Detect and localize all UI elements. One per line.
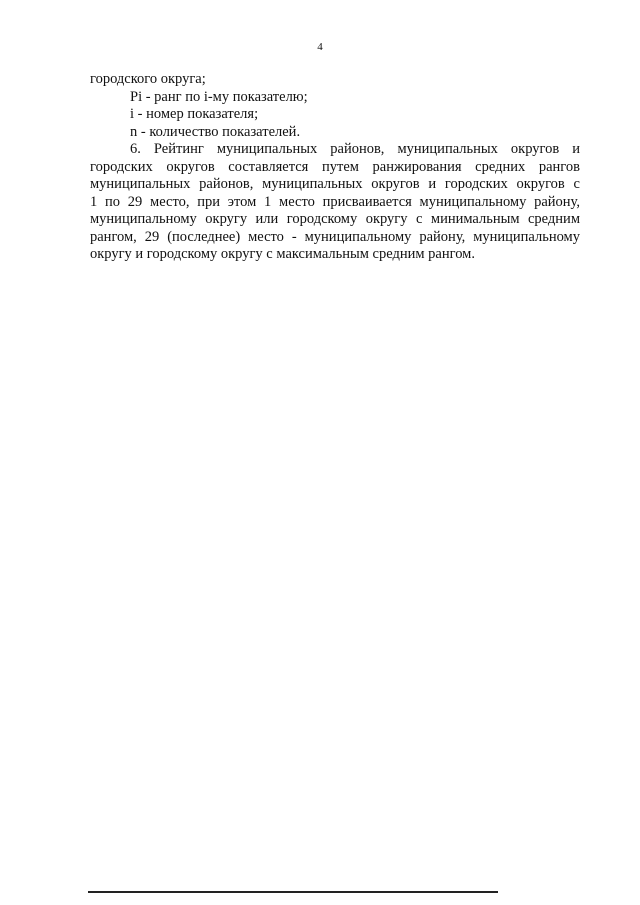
text-line: Pi - ранг по i-му показателю;: [130, 88, 308, 105]
text-line: 1 по 29 место, при этом 1 место присваивается муниципальному району,: [90, 193, 580, 210]
text-line: муниципальных районов, муниципальных округов и городских округов с: [90, 176, 580, 192]
page-number: 4: [317, 41, 323, 53]
text-line: рангом, 29 (последнее) место - муниципальному району, муниципальному: [90, 228, 580, 245]
text-line: n - количество показателей.: [130, 123, 301, 140]
text-line: муниципальному округу или городскому округу с минимальным средним: [90, 211, 580, 227]
text-line: городского округа;: [90, 71, 206, 87]
footer-rule: [88, 891, 498, 893]
document-body: [90, 71, 580, 264]
text-line: 6. Рейтинг муниципальных районов, муниципальных округов и: [130, 141, 580, 157]
text-line: округу и городскому округу с максимальным средним рангом.: [90, 246, 475, 262]
text-line: городских округов составляется путем ранжирования средних рангов: [90, 158, 580, 175]
text-line: i - номер показателя;: [130, 106, 259, 122]
